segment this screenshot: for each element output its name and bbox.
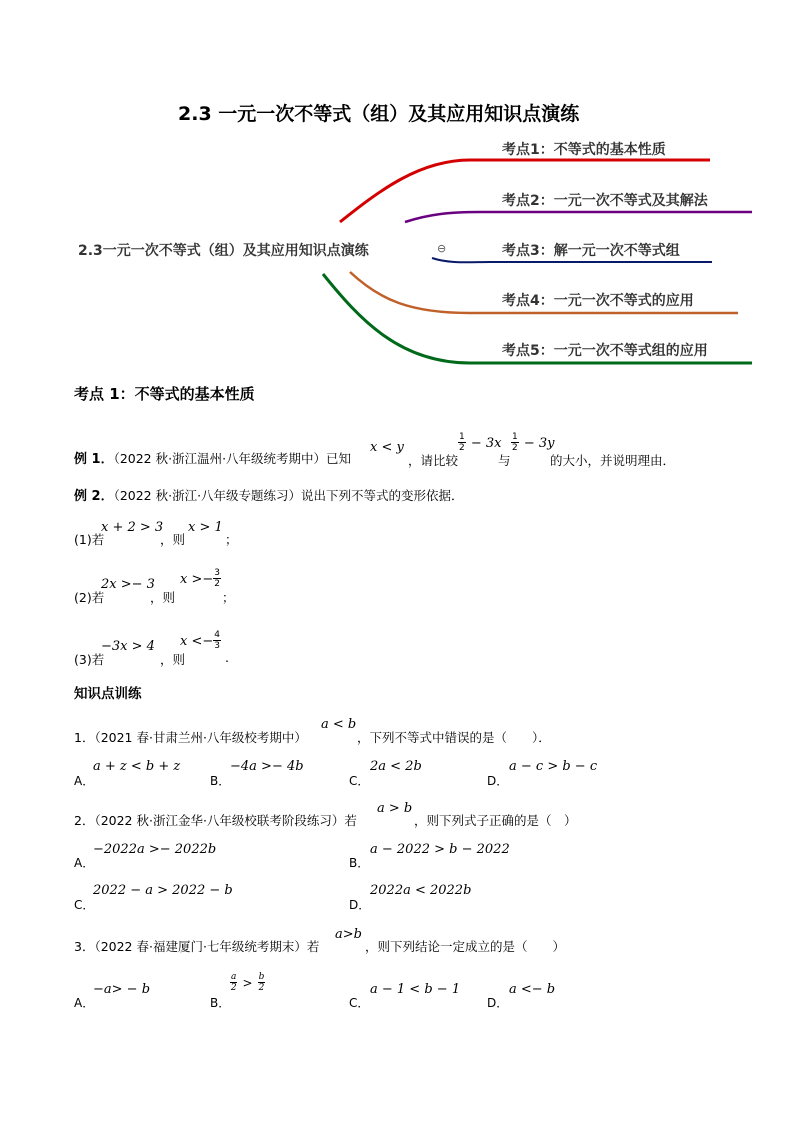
q1-option-a-expr: a + z < b + z	[93, 759, 181, 774]
q1-option-b-expr: −4a >− 4b	[230, 759, 304, 774]
example-2-item-1-result: x > 1	[188, 520, 223, 535]
example-2-item-3-then: ，则	[160, 652, 186, 667]
page-title: 2.3 一元一次不等式（组）及其应用知识点演练	[178, 103, 580, 125]
q3-option-b-expr: $\frac{a}{2}$ > $\frac{b}{2}$	[230, 972, 265, 993]
q2-option-c-letter[interactable]: C．	[74, 898, 95, 912]
q2-option-c-expr: 2022 − a > 2022 − b	[93, 883, 233, 898]
example-2-item-2-cond: 2x >− 3	[101, 577, 155, 592]
example-2-item-2-then: ，则	[150, 590, 176, 605]
example-2-item-2-result: x >− $\frac{3}{2}$	[180, 568, 220, 589]
example-2-item-1-end: ；	[225, 532, 238, 547]
example-2	[74, 485, 464, 504]
question-2-source: （2022 秋·浙江金华·八年级校联考阶段练习）若	[94, 813, 357, 828]
q2-option-a-expr: −2022a >− 2022b	[93, 842, 217, 857]
question-2	[74, 811, 357, 829]
mindmap-branch-3: 考点3：解一元一次不等式组	[502, 243, 680, 259]
mindmap-branch-5: 考点5：一元一次不等式组的应用	[502, 343, 708, 359]
example-2-item-1-cond: x + 2 > 3	[101, 520, 164, 535]
mindmap-branch-4: 考点4：一元一次不等式的应用	[502, 293, 694, 309]
question-2-cond: a > b	[377, 801, 413, 816]
question-3-cond: a>b	[335, 927, 362, 942]
example-1	[74, 448, 351, 467]
question-2-tail: ，则下列式子正确的是（ ）	[414, 813, 577, 828]
mindmap-root: 2.3一元一次不等式（组）及其应用知识点演练	[78, 243, 369, 259]
q1-option-c-letter[interactable]: C．	[349, 774, 370, 788]
q3-option-d-expr: a <− b	[509, 982, 556, 997]
q3-option-c-expr: a − 1 < b − 1	[370, 982, 461, 997]
question-3-label: 3．	[74, 939, 95, 954]
q1-option-d-letter[interactable]: D．	[487, 774, 509, 788]
q3-option-a-letter[interactable]: A．	[74, 996, 95, 1010]
question-2-label: 2．	[74, 813, 95, 828]
q3-option-b-letter[interactable]: B．	[210, 996, 231, 1010]
example-2-source: （2022 秋·浙江·八年级专题练习）说出下列不等式的变形依据．	[113, 488, 464, 503]
example-1-label: 例 1．	[74, 452, 114, 467]
q1-option-b-letter[interactable]: B．	[210, 774, 231, 788]
example-1-tail: 的大小，并说明理由．	[550, 453, 676, 468]
example-2-item-3-cond: −3x > 4	[101, 639, 155, 654]
training-heading: 知识点训练	[74, 686, 142, 702]
example-1-expr-1: $\frac{1}{2}$ − 3x	[459, 432, 502, 453]
example-2-item-3-end: .	[225, 650, 229, 665]
example-2-item-2-end: ；	[222, 590, 235, 605]
question-1-tail: ，下列不等式中错误的是（ ）．	[357, 730, 551, 745]
q1-option-a-letter[interactable]: A．	[74, 774, 95, 788]
example-2-item-3-prefix: (3)若	[74, 652, 105, 667]
q3-option-d-letter[interactable]: D．	[487, 996, 509, 1010]
collapse-icon[interactable]: ⊖	[437, 242, 447, 255]
q2-option-a-letter[interactable]: A．	[74, 856, 95, 870]
example-2-item-1-prefix: (1)若	[74, 532, 105, 547]
example-1-condition: x < y	[370, 440, 404, 455]
mindmap-branch-1: 考点1：不等式的基本性质	[502, 142, 666, 158]
example-1-expr-2: $\frac{1}{2}$ − 3y	[512, 432, 555, 453]
question-3-tail: ，则下列结论一定成立的是（ ）	[365, 939, 566, 954]
branch-2-line	[405, 212, 752, 222]
question-3-source: （2022 春·福建厦门·七年级统考期末）若	[94, 939, 320, 954]
q1-option-d-expr: a − c > b − c	[509, 759, 598, 774]
question-1-label: 1．	[74, 730, 95, 745]
q2-option-d-letter[interactable]: D．	[349, 898, 371, 912]
section-heading: 考点 1：不等式的基本性质	[74, 385, 255, 403]
example-1-mid: ，请比较	[408, 453, 459, 468]
example-2-label: 例 2．	[74, 489, 114, 504]
mindmap-branch-2: 考点2：一元一次不等式及其解法	[502, 193, 708, 209]
q2-option-b-expr: a − 2022 > b − 2022	[370, 842, 510, 857]
q3-option-a-expr: −a> − b	[93, 982, 151, 997]
example-1-conj: 与	[498, 453, 511, 468]
example-2-item-1-then: ，则	[160, 532, 186, 547]
example-2-item-3-result: x <− $\frac{4}{3}$	[180, 630, 220, 651]
q3-option-c-letter[interactable]: C．	[349, 996, 370, 1010]
example-1-source: （2022 秋·浙江温州·八年级统考期中）已知	[113, 451, 352, 466]
question-1-source: （2021 春·甘肃兰州·八年级校考期中）	[94, 730, 307, 745]
question-1	[74, 728, 307, 746]
q2-option-b-letter[interactable]: B．	[349, 856, 370, 870]
question-3	[74, 937, 319, 955]
example-2-item-2-prefix: (2)若	[74, 590, 105, 605]
question-1-cond: a < b	[321, 717, 357, 732]
q1-option-c-expr: 2a < 2b	[370, 759, 422, 774]
q2-option-d-expr: 2022a < 2022b	[370, 883, 472, 898]
